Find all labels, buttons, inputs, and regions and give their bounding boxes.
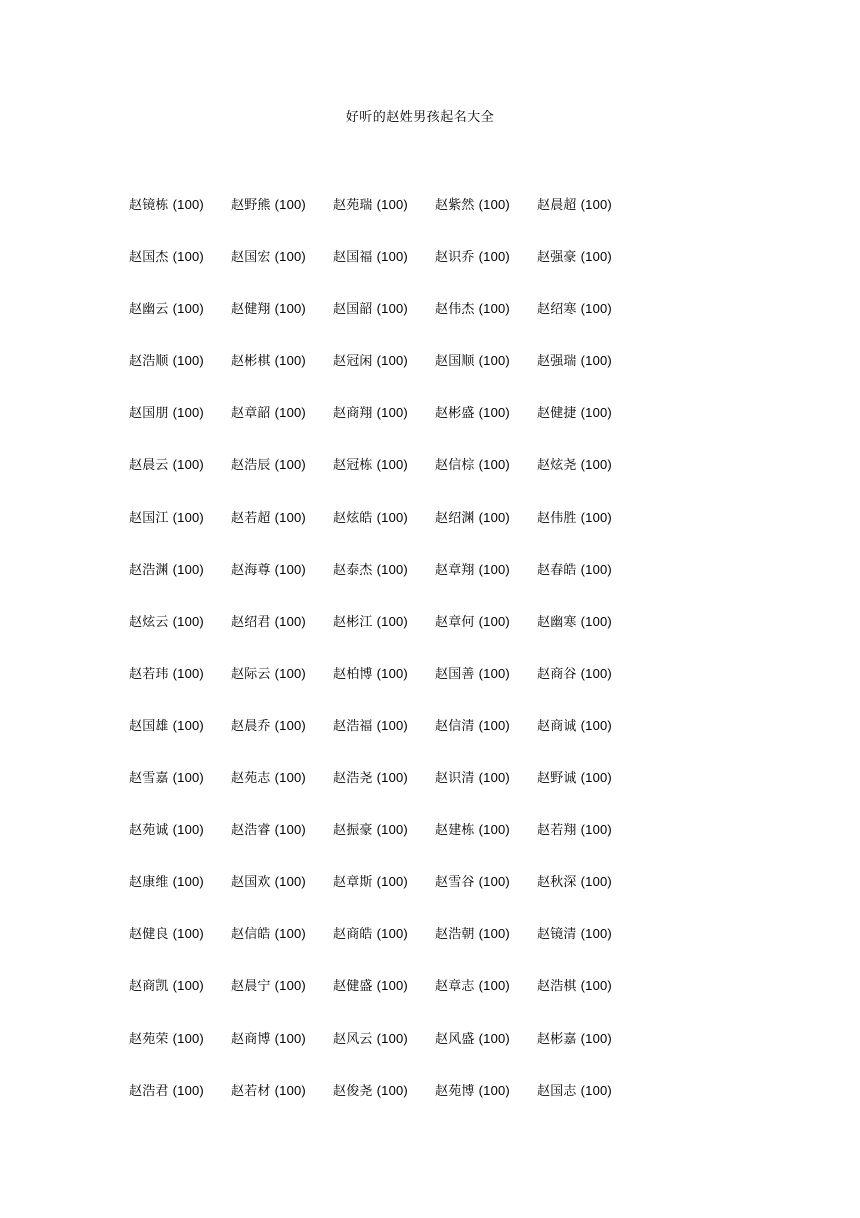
name-text: 赵商博 xyxy=(231,1031,271,1047)
name-entry xyxy=(231,923,333,946)
name-entry xyxy=(537,350,639,373)
name-score: (100) xyxy=(274,301,306,317)
name-text: 赵若材 xyxy=(231,1083,271,1099)
name-text: 赵识乔 xyxy=(435,250,475,266)
name-entry xyxy=(537,767,639,790)
name-text: 赵强瑞 xyxy=(537,354,577,370)
name-text: 赵镜栋 xyxy=(129,198,169,213)
name-score: (100) xyxy=(580,665,612,681)
name-entry xyxy=(435,871,537,894)
name-row xyxy=(129,507,689,559)
name-entry xyxy=(333,194,435,217)
name-entry xyxy=(129,559,231,582)
name-score: (100) xyxy=(172,197,204,212)
name-score: (100) xyxy=(478,665,510,681)
name-score: (100) xyxy=(274,249,306,265)
name-entry xyxy=(435,663,537,686)
name-entry xyxy=(231,454,333,477)
name-entry xyxy=(333,507,435,530)
name-text: 赵商翔 xyxy=(333,406,373,422)
name-entry xyxy=(129,663,231,686)
name-entry xyxy=(435,402,537,425)
name-entry xyxy=(333,246,435,269)
name-text: 赵商谷 xyxy=(537,666,577,682)
name-score: (100) xyxy=(376,874,408,890)
name-entry xyxy=(231,975,333,998)
name-score: (100) xyxy=(172,770,204,786)
name-entry xyxy=(129,350,231,373)
name-score: (100) xyxy=(172,1030,204,1046)
name-entry xyxy=(435,507,537,530)
name-entry xyxy=(435,246,537,269)
name-score: (100) xyxy=(478,353,510,369)
name-text: 赵晨乔 xyxy=(231,718,271,734)
name-score: (100) xyxy=(376,1030,408,1046)
name-score: (100) xyxy=(376,770,408,786)
page-title: 好听的赵姓男孩起名大全 xyxy=(345,110,495,125)
name-score: (100) xyxy=(478,197,510,212)
name-entry xyxy=(333,611,435,634)
name-entry xyxy=(129,194,231,217)
name-score: (100) xyxy=(580,197,612,212)
name-score: (100) xyxy=(580,978,612,994)
name-text: 赵风云 xyxy=(333,1031,373,1047)
name-text: 赵健捷 xyxy=(537,406,577,422)
name-text: 赵信皓 xyxy=(231,927,271,943)
name-entry xyxy=(537,663,639,686)
name-text: 赵柏博 xyxy=(333,666,373,682)
name-entry xyxy=(537,454,639,477)
name-score: (100) xyxy=(478,249,510,265)
name-text: 赵浩辰 xyxy=(231,458,271,474)
name-text: 赵春皓 xyxy=(537,562,577,578)
name-text: 赵苑荣 xyxy=(129,1031,169,1047)
name-text: 赵野诚 xyxy=(537,771,577,787)
name-score: (100) xyxy=(376,457,408,473)
name-entry xyxy=(129,819,231,842)
name-entry xyxy=(129,871,231,894)
name-score: (100) xyxy=(274,978,306,994)
name-text: 赵绍君 xyxy=(231,614,271,630)
name-score: (100) xyxy=(376,1082,408,1098)
name-score: (100) xyxy=(172,613,204,629)
name-score: (100) xyxy=(274,770,306,786)
name-score: (100) xyxy=(274,561,306,577)
name-entry xyxy=(129,298,231,321)
name-entry xyxy=(537,1080,639,1103)
name-text: 赵际云 xyxy=(231,666,271,682)
name-entry xyxy=(231,298,333,321)
name-text: 赵振豪 xyxy=(333,823,373,839)
name-entry xyxy=(435,1080,537,1103)
name-row xyxy=(129,559,689,611)
name-text: 赵国福 xyxy=(333,250,373,266)
name-text: 赵秋深 xyxy=(537,875,577,891)
name-text: 赵章翔 xyxy=(435,562,475,578)
name-score: (100) xyxy=(274,509,306,525)
name-row xyxy=(129,402,689,454)
name-score: (100) xyxy=(580,717,612,733)
name-text: 赵晨超 xyxy=(537,198,577,213)
name-text: 赵国江 xyxy=(129,510,169,526)
name-text: 赵浩朝 xyxy=(435,927,475,943)
name-score: (100) xyxy=(478,1082,510,1098)
name-score: (100) xyxy=(580,353,612,369)
name-entry xyxy=(435,1028,537,1051)
name-text: 赵国欢 xyxy=(231,875,271,891)
name-entry xyxy=(435,819,537,842)
name-score: (100) xyxy=(376,353,408,369)
name-score: (100) xyxy=(478,613,510,629)
name-entry xyxy=(231,611,333,634)
name-row xyxy=(129,1080,689,1132)
name-score: (100) xyxy=(478,405,510,421)
name-entry xyxy=(333,819,435,842)
name-text: 赵商皓 xyxy=(333,927,373,943)
name-entry xyxy=(537,871,639,894)
name-score: (100) xyxy=(172,717,204,733)
name-text: 赵伟杰 xyxy=(435,302,475,318)
name-entry xyxy=(231,1028,333,1051)
name-text: 赵章韶 xyxy=(231,406,271,422)
name-entry xyxy=(537,611,639,634)
name-text: 赵晨宁 xyxy=(231,979,271,995)
name-entry xyxy=(129,246,231,269)
name-entry xyxy=(129,611,231,634)
name-text: 赵商诚 xyxy=(537,718,577,734)
name-score: (100) xyxy=(274,1082,306,1098)
name-score: (100) xyxy=(478,301,510,317)
name-score: (100) xyxy=(274,717,306,733)
name-text: 赵浩棋 xyxy=(537,979,577,995)
name-score: (100) xyxy=(172,249,204,265)
name-text: 赵健翔 xyxy=(231,302,271,318)
name-text: 赵强豪 xyxy=(537,250,577,266)
name-row xyxy=(129,923,689,975)
name-text: 赵海尊 xyxy=(231,562,271,578)
name-entry xyxy=(231,559,333,582)
name-text: 赵信棕 xyxy=(435,458,475,474)
name-entry xyxy=(435,767,537,790)
name-score: (100) xyxy=(580,874,612,890)
name-score: (100) xyxy=(580,613,612,629)
name-text: 赵苑博 xyxy=(435,1083,475,1099)
name-text: 赵雪嘉 xyxy=(129,771,169,787)
name-entry xyxy=(333,663,435,686)
name-text: 赵绍渊 xyxy=(435,510,475,526)
name-row xyxy=(129,298,689,350)
name-score: (100) xyxy=(274,405,306,421)
name-entry xyxy=(537,507,639,530)
name-text: 赵国顺 xyxy=(435,354,475,370)
name-entry xyxy=(231,194,333,217)
name-score: (100) xyxy=(274,874,306,890)
name-entry xyxy=(333,454,435,477)
name-entry xyxy=(129,1080,231,1103)
name-text: 赵苑瑞 xyxy=(333,198,373,213)
name-score: (100) xyxy=(478,717,510,733)
name-text: 赵浩福 xyxy=(333,718,373,734)
name-entry xyxy=(435,559,537,582)
name-text: 赵炫云 xyxy=(129,614,169,630)
name-text: 赵彬嘉 xyxy=(537,1031,577,1047)
name-row xyxy=(129,871,689,923)
name-entry xyxy=(231,767,333,790)
name-entry xyxy=(231,1080,333,1103)
name-row xyxy=(129,611,689,663)
name-text: 赵国善 xyxy=(435,666,475,682)
name-text: 赵浩睿 xyxy=(231,823,271,839)
name-text: 赵雪谷 xyxy=(435,875,475,891)
name-score: (100) xyxy=(172,353,204,369)
name-score: (100) xyxy=(580,770,612,786)
name-text: 赵国杰 xyxy=(129,250,169,266)
name-text: 赵泰杰 xyxy=(333,562,373,578)
name-text: 赵若玮 xyxy=(129,666,169,682)
name-list xyxy=(129,194,689,1132)
name-text: 赵冠栋 xyxy=(333,458,373,474)
name-score: (100) xyxy=(172,509,204,525)
name-text: 赵苑志 xyxy=(231,771,271,787)
name-score: (100) xyxy=(580,822,612,838)
name-score: (100) xyxy=(580,509,612,525)
name-entry xyxy=(333,1080,435,1103)
name-score: (100) xyxy=(376,613,408,629)
name-row xyxy=(129,767,689,819)
name-score: (100) xyxy=(172,874,204,890)
name-row xyxy=(129,663,689,715)
name-score: (100) xyxy=(376,926,408,942)
name-entry xyxy=(333,298,435,321)
name-score: (100) xyxy=(172,926,204,942)
name-entry xyxy=(231,246,333,269)
name-entry xyxy=(129,507,231,530)
name-text: 赵彬盛 xyxy=(435,406,475,422)
name-score: (100) xyxy=(172,561,204,577)
name-text: 赵国宏 xyxy=(231,250,271,266)
name-entry xyxy=(537,559,639,582)
name-text: 赵镜清 xyxy=(537,927,577,943)
name-text: 赵紫然 xyxy=(435,198,475,213)
name-entry xyxy=(435,298,537,321)
name-entry xyxy=(333,715,435,738)
name-score: (100) xyxy=(580,561,612,577)
name-entry xyxy=(333,559,435,582)
name-score: (100) xyxy=(478,561,510,577)
name-score: (100) xyxy=(580,249,612,265)
name-score: (100) xyxy=(172,301,204,317)
name-entry xyxy=(537,246,639,269)
name-row xyxy=(129,975,689,1027)
name-text: 赵国朋 xyxy=(129,406,169,422)
name-score: (100) xyxy=(172,978,204,994)
name-text: 赵建栋 xyxy=(435,823,475,839)
name-row xyxy=(129,194,689,246)
name-text: 赵健盛 xyxy=(333,979,373,995)
name-text: 赵章斯 xyxy=(333,875,373,891)
name-text: 赵章志 xyxy=(435,979,475,995)
name-score: (100) xyxy=(376,509,408,525)
name-score: (100) xyxy=(478,874,510,890)
name-entry xyxy=(333,871,435,894)
name-text: 赵浩尧 xyxy=(333,771,373,787)
name-row xyxy=(129,1028,689,1080)
name-score: (100) xyxy=(376,197,408,212)
name-entry xyxy=(129,454,231,477)
name-text: 赵幽云 xyxy=(129,302,169,318)
name-row xyxy=(129,819,689,871)
name-entry xyxy=(333,1028,435,1051)
name-row xyxy=(129,246,689,298)
name-text: 赵俊尧 xyxy=(333,1083,373,1099)
name-text: 赵炫皓 xyxy=(333,510,373,526)
name-row xyxy=(129,715,689,767)
name-text: 赵苑诚 xyxy=(129,823,169,839)
name-entry xyxy=(435,194,537,217)
name-entry xyxy=(129,767,231,790)
name-score: (100) xyxy=(580,1082,612,1098)
name-text: 赵伟胜 xyxy=(537,510,577,526)
name-entry xyxy=(129,402,231,425)
name-score: (100) xyxy=(580,926,612,942)
name-text: 赵浩君 xyxy=(129,1083,169,1099)
name-text: 赵野熊 xyxy=(231,198,271,213)
name-text: 赵国志 xyxy=(537,1083,577,1099)
name-entry xyxy=(333,350,435,373)
name-entry xyxy=(231,663,333,686)
name-score: (100) xyxy=(580,1030,612,1046)
name-score: (100) xyxy=(376,717,408,733)
name-text: 赵信清 xyxy=(435,718,475,734)
name-entry xyxy=(537,194,639,217)
name-score: (100) xyxy=(478,822,510,838)
name-entry xyxy=(537,298,639,321)
name-score: (100) xyxy=(274,197,306,212)
name-entry xyxy=(435,454,537,477)
name-score: (100) xyxy=(172,457,204,473)
name-text: 赵章何 xyxy=(435,614,475,630)
name-score: (100) xyxy=(376,822,408,838)
name-entry xyxy=(435,715,537,738)
name-score: (100) xyxy=(478,770,510,786)
name-entry xyxy=(231,507,333,530)
name-entry xyxy=(333,975,435,998)
name-entry xyxy=(333,923,435,946)
name-entry xyxy=(435,975,537,998)
name-text: 赵若翔 xyxy=(537,823,577,839)
name-text: 赵康维 xyxy=(129,875,169,891)
name-score: (100) xyxy=(580,457,612,473)
name-score: (100) xyxy=(274,1030,306,1046)
name-score: (100) xyxy=(478,926,510,942)
name-text: 赵识清 xyxy=(435,771,475,787)
name-score: (100) xyxy=(376,301,408,317)
name-score: (100) xyxy=(376,978,408,994)
name-entry xyxy=(231,871,333,894)
name-entry xyxy=(435,611,537,634)
name-entry xyxy=(129,923,231,946)
name-entry xyxy=(231,350,333,373)
name-entry xyxy=(231,402,333,425)
name-score: (100) xyxy=(172,405,204,421)
name-entry xyxy=(537,819,639,842)
name-entry xyxy=(537,923,639,946)
name-score: (100) xyxy=(478,509,510,525)
name-score: (100) xyxy=(274,926,306,942)
name-entry xyxy=(537,1028,639,1051)
name-entry xyxy=(129,1028,231,1051)
name-score: (100) xyxy=(274,613,306,629)
name-score: (100) xyxy=(274,822,306,838)
name-score: (100) xyxy=(172,822,204,838)
name-score: (100) xyxy=(172,665,204,681)
name-score: (100) xyxy=(274,353,306,369)
name-entry xyxy=(537,975,639,998)
name-score: (100) xyxy=(478,1030,510,1046)
name-entry xyxy=(129,975,231,998)
name-entry xyxy=(333,402,435,425)
name-entry xyxy=(129,715,231,738)
name-text: 赵冠闲 xyxy=(333,354,373,370)
name-text: 赵若超 xyxy=(231,510,271,526)
name-score: (100) xyxy=(580,405,612,421)
name-text: 赵炫尧 xyxy=(537,458,577,474)
name-row xyxy=(129,350,689,402)
name-text: 赵彬江 xyxy=(333,614,373,630)
name-entry xyxy=(231,819,333,842)
name-score: (100) xyxy=(376,665,408,681)
name-text: 赵健良 xyxy=(129,927,169,943)
name-text: 赵绍寒 xyxy=(537,302,577,318)
name-entry xyxy=(435,350,537,373)
name-text: 赵国韶 xyxy=(333,302,373,318)
name-score: (100) xyxy=(478,978,510,994)
name-entry xyxy=(333,767,435,790)
name-row xyxy=(129,454,689,506)
name-text: 赵商凯 xyxy=(129,979,169,995)
name-text: 赵风盛 xyxy=(435,1031,475,1047)
name-score: (100) xyxy=(478,457,510,473)
name-text: 赵彬棋 xyxy=(231,354,271,370)
name-score: (100) xyxy=(580,301,612,317)
name-entry xyxy=(231,715,333,738)
name-score: (100) xyxy=(274,665,306,681)
name-entry xyxy=(537,715,639,738)
name-text: 赵晨云 xyxy=(129,458,169,474)
name-score: (100) xyxy=(376,561,408,577)
name-score: (100) xyxy=(172,1082,204,1098)
name-text: 赵浩渊 xyxy=(129,562,169,578)
name-score: (100) xyxy=(376,405,408,421)
name-score: (100) xyxy=(274,457,306,473)
name-text: 赵幽寒 xyxy=(537,614,577,630)
name-text: 赵浩顺 xyxy=(129,354,169,370)
name-text: 赵国雄 xyxy=(129,718,169,734)
name-score: (100) xyxy=(376,249,408,265)
name-entry xyxy=(435,923,537,946)
name-entry xyxy=(537,402,639,425)
